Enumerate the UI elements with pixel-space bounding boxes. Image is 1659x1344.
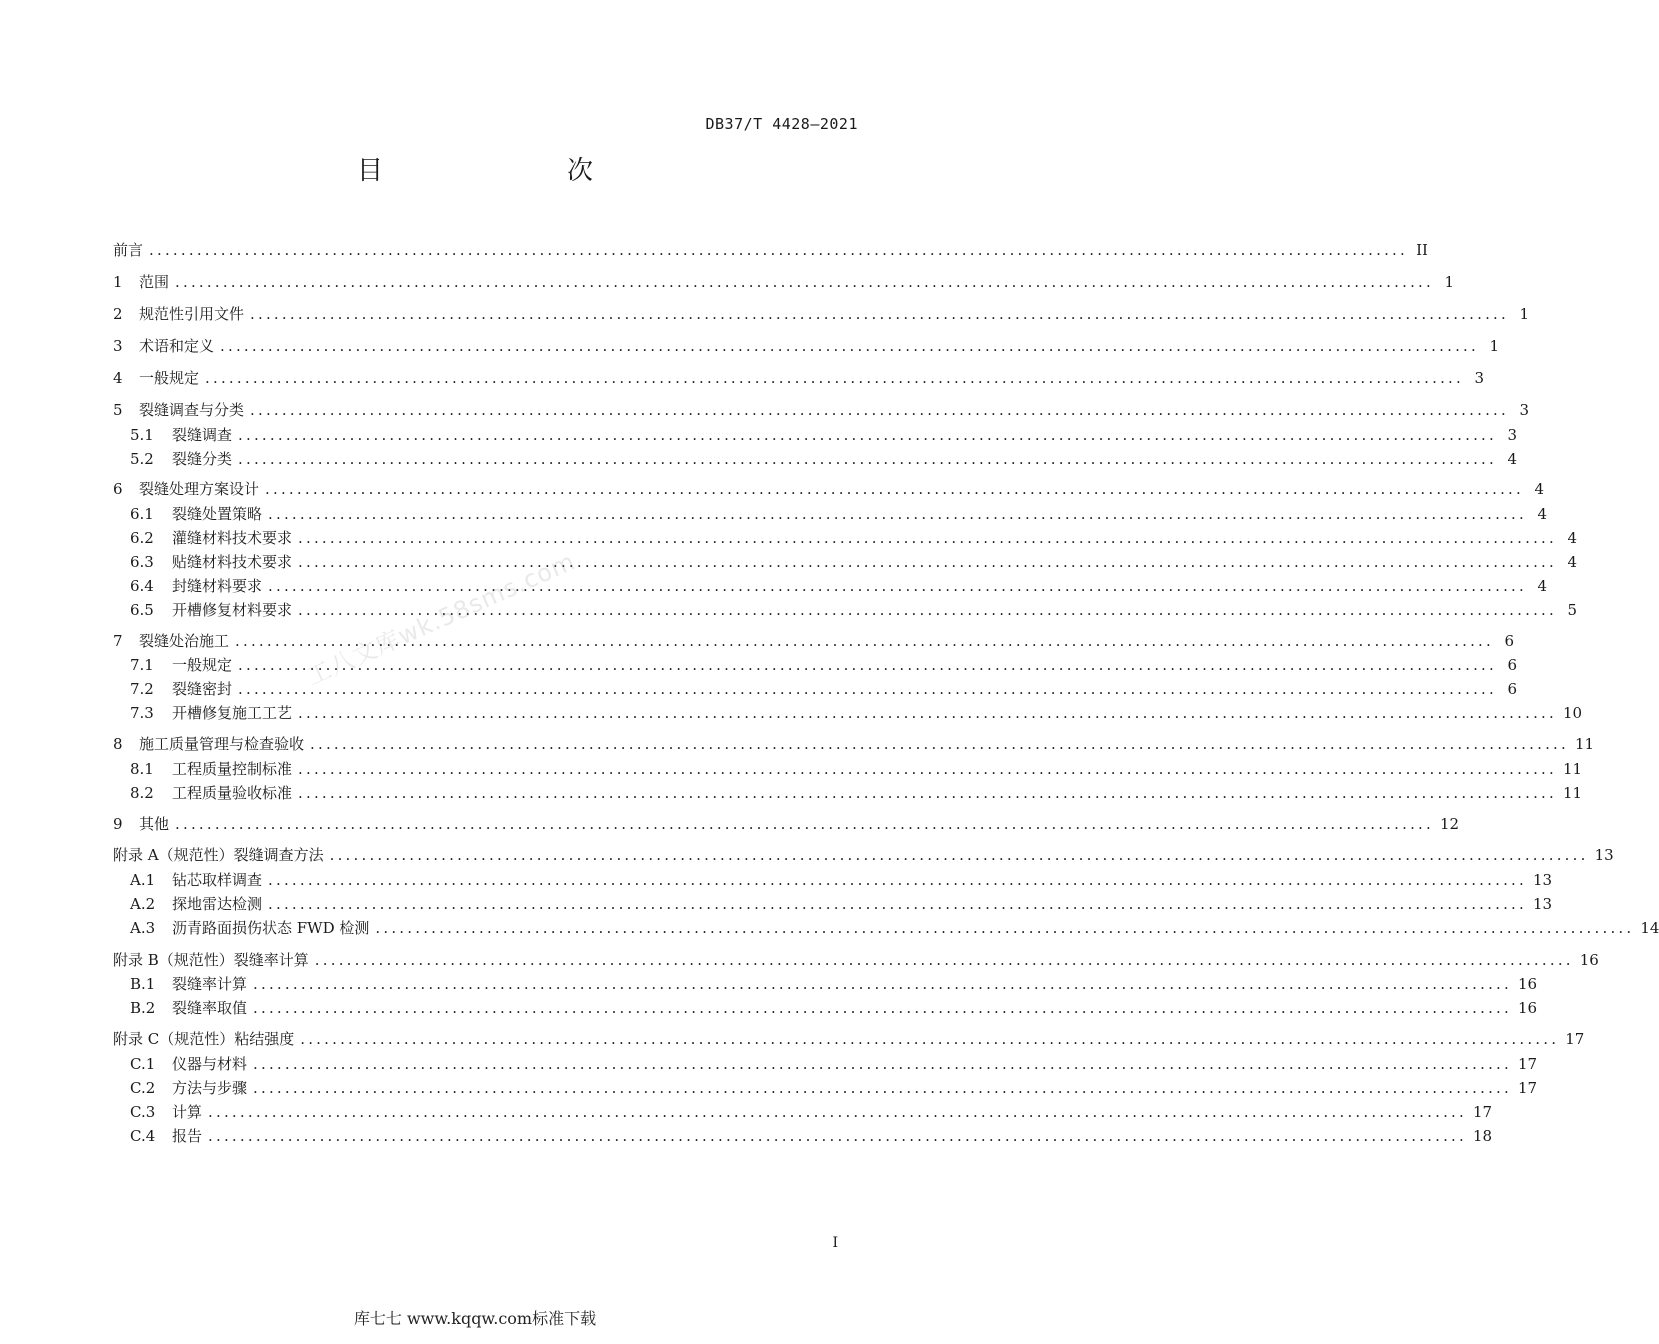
toc-entry[interactable] bbox=[113, 477, 1544, 501]
toc-entry[interactable] bbox=[113, 677, 1517, 701]
toc-entry-title: 范围 bbox=[139, 273, 170, 291]
toc-entry[interactable] bbox=[113, 366, 1484, 390]
toc-entry-page: 16 bbox=[1517, 975, 1538, 993]
toc-entry-page: 4 bbox=[1507, 450, 1517, 468]
toc-entry-number: 2 bbox=[113, 305, 123, 323]
toc-entry[interactable] bbox=[113, 550, 1577, 574]
toc-entry-title: 术语和定义 bbox=[139, 337, 215, 355]
toc-entry-title: 报告 bbox=[172, 1127, 203, 1145]
page-number: I bbox=[832, 1235, 838, 1251]
toc-entry-page: 1 bbox=[1444, 273, 1454, 291]
toc-dot-leader: .............................................................................................................................................................. bbox=[250, 401, 1509, 419]
toc-entry-title: 裂缝调查与分类 bbox=[139, 401, 245, 419]
toc-entry[interactable] bbox=[113, 423, 1517, 447]
toc-entry-number: 6.2 bbox=[130, 529, 154, 547]
toc-entry-title: 沥青路面损伤状态 FWD 检测 bbox=[172, 919, 370, 937]
toc-entry[interactable] bbox=[113, 732, 1595, 756]
toc-entry-number: A.2 bbox=[130, 895, 156, 913]
toc-entry-page: 4 bbox=[1534, 480, 1544, 498]
toc-entry-page: 13 bbox=[1532, 871, 1553, 889]
toc-entry-number: A.3 bbox=[130, 919, 156, 937]
toc-entry[interactable] bbox=[113, 916, 1659, 940]
toc-entry-page: 17 bbox=[1517, 1055, 1538, 1073]
toc-dot-leader: .............................................................................................................................................................. bbox=[265, 480, 1524, 498]
toc-entry-number: 5.2 bbox=[130, 450, 154, 468]
toc-entry-title: 裂缝率计算 bbox=[172, 975, 248, 993]
toc-dot-leader: .............................................................................................................................................................. bbox=[268, 871, 1527, 889]
toc-dot-leader: .............................................................................................................................................................. bbox=[268, 577, 1527, 595]
toc-entry-title: 灌缝材料技术要求 bbox=[172, 529, 293, 547]
toc-dot-leader: .............................................................................................................................................................. bbox=[238, 680, 1497, 698]
toc-dot-leader: .............................................................................................................................................................. bbox=[205, 369, 1464, 387]
toc-dot-leader: .............................................................................................................................................................. bbox=[298, 760, 1557, 778]
toc-entry-page: 4 bbox=[1567, 529, 1577, 547]
toc-entry-title: 裂缝分类 bbox=[172, 450, 233, 468]
toc-entry[interactable] bbox=[113, 1052, 1538, 1076]
toc-dot-leader: .............................................................................................................................................................. bbox=[175, 815, 1434, 833]
toc-entry-number: 6.3 bbox=[130, 553, 154, 571]
toc-dot-leader: .............................................................................................................................................................. bbox=[253, 1079, 1512, 1097]
toc-entry[interactable] bbox=[113, 1100, 1493, 1124]
toc-dot-leader: .............................................................................................................................................................. bbox=[208, 1103, 1467, 1121]
toc-entry-title: 计算 bbox=[172, 1103, 203, 1121]
toc-dot-leader: .............................................................................................................................................................. bbox=[268, 895, 1527, 913]
toc-entry[interactable] bbox=[113, 1076, 1538, 1100]
toc-entry-title: 仪器与材料 bbox=[172, 1055, 248, 1073]
toc-entry-page: 13 bbox=[1594, 846, 1614, 864]
toc-entry-number: C.2 bbox=[130, 1079, 156, 1097]
toc-entry-title: 裂缝处治施工 bbox=[139, 632, 230, 650]
toc-entry-page: 3 bbox=[1474, 369, 1484, 387]
toc-dot-leader: .............................................................................................................................................................. bbox=[298, 704, 1557, 722]
toc-entry-title: 前言 bbox=[113, 241, 144, 259]
toc-entry[interactable] bbox=[113, 334, 1499, 358]
toc-entry[interactable] bbox=[113, 868, 1553, 892]
toc-dot-leader: .............................................................................................................................................................. bbox=[375, 919, 1635, 937]
toc-dot-leader: .............................................................................................................................................................. bbox=[149, 241, 1408, 259]
toc-entry-page: 13 bbox=[1532, 895, 1553, 913]
toc-entry[interactable] bbox=[113, 238, 1428, 262]
toc-dot-leader: .............................................................................................................................................................. bbox=[175, 273, 1434, 291]
toc-entry-number: C.3 bbox=[130, 1103, 156, 1121]
toc-entry-page: 11 bbox=[1562, 760, 1583, 778]
toc-entry-title: 一般规定 bbox=[139, 369, 200, 387]
toc-entry-number: 7 bbox=[113, 632, 123, 650]
toc-entry[interactable] bbox=[113, 996, 1538, 1020]
toc-entry-page: 17 bbox=[1517, 1079, 1538, 1097]
toc-dot-leader: .............................................................................................................................................................. bbox=[238, 656, 1497, 674]
toc-entry-number: 8.2 bbox=[130, 784, 154, 802]
toc-entry-number: 9 bbox=[113, 815, 123, 833]
toc-entry[interactable] bbox=[113, 812, 1460, 836]
toc-entry-number: 4 bbox=[113, 369, 123, 387]
toc-entry-page: 17 bbox=[1565, 1030, 1585, 1048]
toc-entry-number: B.1 bbox=[130, 975, 156, 993]
toc-entry-page: 18 bbox=[1472, 1127, 1493, 1145]
toc-entry-number: 8 bbox=[113, 735, 123, 753]
toc-entry-page: 5 bbox=[1567, 601, 1577, 619]
toc-entry[interactable] bbox=[113, 701, 1583, 725]
toc-entry-title: 工程质量控制标准 bbox=[172, 760, 293, 778]
toc-entry-number: 8.1 bbox=[130, 760, 154, 778]
toc-entry[interactable] bbox=[113, 302, 1529, 326]
toc-entry[interactable] bbox=[113, 447, 1517, 471]
toc-entry-page: 10 bbox=[1562, 704, 1583, 722]
toc-entry-page: 1 bbox=[1519, 305, 1529, 323]
toc-dot-leader: .............................................................................................................................................................. bbox=[238, 450, 1497, 468]
toc-entry-title: 裂缝率取值 bbox=[172, 999, 248, 1017]
toc-entry-title: 施工质量管理与检查验收 bbox=[139, 735, 305, 753]
toc-dot-leader: .............................................................................................................................................................. bbox=[235, 632, 1494, 650]
toc-entry-page: 6 bbox=[1507, 656, 1517, 674]
toc-entry[interactable] bbox=[113, 270, 1454, 294]
toc-entry-page: 4 bbox=[1567, 553, 1577, 571]
toc-dot-leader: .............................................................................................................................................................. bbox=[253, 975, 1512, 993]
toc-entry-page: 17 bbox=[1472, 1103, 1493, 1121]
toc-entry-number: 6.1 bbox=[130, 505, 154, 523]
toc-entry-number: 6 bbox=[113, 480, 123, 498]
toc-entry-number: 1 bbox=[113, 273, 123, 291]
toc-entry[interactable] bbox=[113, 757, 1583, 781]
toc-entry-page: 6 bbox=[1504, 632, 1514, 650]
toc-entry-number: C.1 bbox=[130, 1055, 156, 1073]
toc-entry[interactable] bbox=[113, 629, 1514, 653]
toc-entry-page: 11 bbox=[1574, 735, 1595, 753]
toc-entry-number: A.1 bbox=[130, 871, 156, 889]
toc-entry-number: 5 bbox=[113, 401, 123, 419]
toc-entry[interactable] bbox=[113, 781, 1583, 805]
toc-dot-leader: .............................................................................................................................................................. bbox=[300, 1030, 1560, 1048]
toc-entry-page: 12 bbox=[1439, 815, 1460, 833]
toc-entry-page: II bbox=[1416, 241, 1428, 259]
toc-entry-title: 其他 bbox=[139, 815, 170, 833]
toc-entry[interactable] bbox=[113, 843, 1614, 867]
toc-dot-leader: .............................................................................................................................................................. bbox=[253, 1055, 1512, 1073]
toc-entry-page: 3 bbox=[1507, 426, 1517, 444]
toc-entry-title: 工程质量验收标准 bbox=[172, 784, 293, 802]
toc-entry[interactable] bbox=[113, 1124, 1493, 1148]
toc-entry-page: 1 bbox=[1489, 337, 1499, 355]
toc-dot-leader: .............................................................................................................................................................. bbox=[268, 505, 1527, 523]
toc-entry-number: 7.2 bbox=[130, 680, 154, 698]
toc-entry-number: 6.5 bbox=[130, 601, 154, 619]
toc-entry-title: 方法与步骤 bbox=[172, 1079, 248, 1097]
toc-dot-leader: .............................................................................................................................................................. bbox=[220, 337, 1479, 355]
toc-dot-leader: .............................................................................................................................................................. bbox=[310, 735, 1569, 753]
toc-entry-page: 3 bbox=[1519, 401, 1529, 419]
toc-entry-title: 封缝材料要求 bbox=[172, 577, 263, 595]
toc-entry-title: 贴缝材料技术要求 bbox=[172, 553, 293, 571]
toc-entry-title: 裂缝调查 bbox=[172, 426, 233, 444]
toc-entry-page: 11 bbox=[1562, 784, 1583, 802]
toc-entry-title: 裂缝处理方案设计 bbox=[139, 480, 260, 498]
toc-entry-title: 钻芯取样调查 bbox=[172, 871, 263, 889]
toc-dot-leader: .............................................................................................................................................................. bbox=[298, 601, 1557, 619]
toc-entry[interactable] bbox=[113, 892, 1553, 916]
toc-dot-leader: .............................................................................................................................................................. bbox=[253, 999, 1512, 1017]
toc-entry[interactable] bbox=[113, 1027, 1585, 1051]
toc-entry[interactable] bbox=[113, 398, 1529, 422]
toc-entry-number: 7.3 bbox=[130, 704, 154, 722]
toc-entry-title: 开槽修复材料要求 bbox=[172, 601, 293, 619]
toc-entry[interactable] bbox=[113, 948, 1599, 972]
page-title: 目 次 bbox=[356, 156, 637, 186]
toc-dot-leader: .............................................................................................................................................................. bbox=[208, 1127, 1467, 1145]
toc-entry-number: C.4 bbox=[130, 1127, 156, 1145]
watermark: 工八文库wk.58sms.com bbox=[302, 547, 580, 692]
toc-entry-page: 4 bbox=[1537, 505, 1547, 523]
toc-dot-leader: .............................................................................................................................................................. bbox=[298, 784, 1557, 802]
toc-entry-title: 探地雷达检测 bbox=[172, 895, 263, 913]
toc-dot-leader: .............................................................................................................................................................. bbox=[238, 426, 1497, 444]
toc-entry-page: 6 bbox=[1507, 680, 1517, 698]
toc-dot-leader: .............................................................................................................................................................. bbox=[250, 305, 1509, 323]
toc-entry-number: 3 bbox=[113, 337, 123, 355]
toc-dot-leader: .............................................................................................................................................................. bbox=[314, 951, 1574, 969]
toc-entry-number: 5.1 bbox=[130, 426, 154, 444]
toc-entry-title: 附录 A（规范性）裂缝调查方法 bbox=[113, 846, 324, 864]
toc-entry-number: B.2 bbox=[130, 999, 156, 1017]
toc-entry-title: 规范性引用文件 bbox=[139, 305, 245, 323]
toc-entry-page: 16 bbox=[1579, 951, 1599, 969]
toc-entry-page: 16 bbox=[1517, 999, 1538, 1017]
doc-code: DB37/T 4428—2021 bbox=[705, 115, 858, 133]
footer-site-text: 库七七 www.kqqw.com标准下载 bbox=[353, 1309, 597, 1328]
toc-entry[interactable] bbox=[113, 502, 1547, 526]
toc-entry-page: 4 bbox=[1537, 577, 1547, 595]
toc-entry[interactable] bbox=[113, 526, 1577, 550]
toc-entry-title: 裂缝处置策略 bbox=[172, 505, 263, 523]
toc-entry-title: 附录 B（规范性）裂缝率计算 bbox=[113, 951, 309, 969]
toc-entry-page: 14 bbox=[1640, 919, 1659, 937]
toc-dot-leader: .............................................................................................................................................................. bbox=[298, 529, 1557, 547]
toc-entry[interactable] bbox=[113, 972, 1538, 996]
toc-dot-leader: .............................................................................................................................................................. bbox=[329, 846, 1589, 864]
toc-entry-title: 附录 C（规范性）粘结强度 bbox=[113, 1030, 295, 1048]
toc-entry-title: 一般规定 bbox=[172, 656, 233, 674]
toc-dot-leader: .............................................................................................................................................................. bbox=[298, 553, 1557, 571]
toc-entry-number: 6.4 bbox=[130, 577, 154, 595]
toc-entry[interactable] bbox=[113, 653, 1517, 677]
toc-entry-number: 7.1 bbox=[130, 656, 154, 674]
toc-entry-title: 开槽修复施工工艺 bbox=[172, 704, 293, 722]
toc-entry-title: 裂缝密封 bbox=[172, 680, 233, 698]
